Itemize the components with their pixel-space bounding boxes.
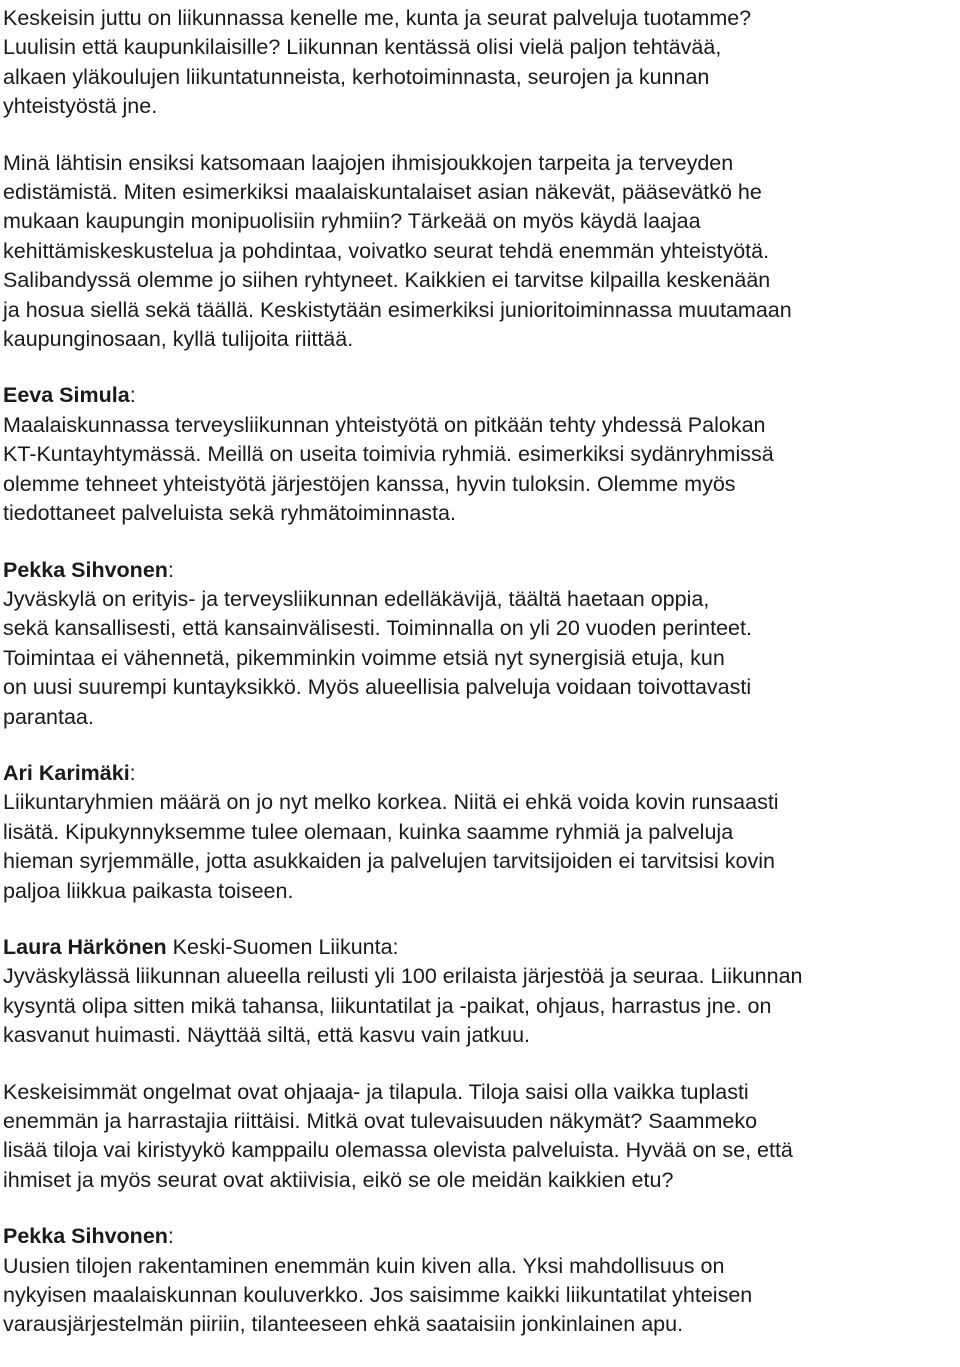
text-line: hieman syrjemmälle, jotta asukkaiden ja palvelujen tarvitsijoiden ei tarvitsisi kovin: [3, 849, 775, 874]
text-line: Salibandyssä olemme jo siihen ryhtyneet. Kaikkien ei tarvitse kilpailla keskenään: [3, 268, 771, 293]
speaker-name: Pekka Sihvonen: [3, 1224, 168, 1249]
speaker-heading: [3, 1222, 953, 1251]
speaker-name: Pekka Sihvonen: [3, 557, 168, 582]
text-line: KT-Kuntayhtymässä. Meillä on useita toimivia ryhmiä. esimerkiksi sydänryhmissä: [3, 442, 774, 467]
document-page: [3, 4, 953, 1367]
speaker-suffix: :: [167, 557, 174, 582]
text-line: lisää tiloja vai kiristyykö kamppailu olemassa olevista palveluista. Hyvää on se, että: [3, 1138, 793, 1163]
text-line: kasvanut huimasti. Näyttää siltä, että kasvu vain jatkuu.: [3, 1023, 531, 1048]
speaker-paragraph: [3, 381, 953, 528]
text-line: ja hosua siellä sekä täällä. Keskistytään esimerkiksi junioritoiminnassa muutamaan: [3, 297, 792, 322]
speaker-heading: [3, 759, 953, 788]
text-line: nykyisen maalaiskunnan kouluverkko. Jos saisimme kaikki liikuntatilat yhteisen: [3, 1283, 753, 1308]
text-line: Luulisin että kaupunkilaisille? Liikunnan kentässä olisi vielä paljon tehtävää,: [3, 35, 722, 60]
text-paragraph: [3, 149, 953, 355]
text-line: kehittämiskeskustelua ja pohdintaa, voivatko seurat tehdä enemmän yhteistyötä.: [3, 238, 770, 263]
text-paragraph: [3, 1078, 953, 1196]
speaker-suffix: :: [129, 383, 136, 408]
speaker-name: Ari Karimäki: [3, 760, 130, 785]
text-line: tiedottaneet palveluista sekä ryhmätoiminnasta.: [3, 501, 456, 526]
speaker-suffix: Keski-Suomen Liikunta:: [166, 934, 399, 959]
text-line: yhteistyöstä jne.: [3, 94, 158, 119]
text-line: Liikuntaryhmien määrä on jo nyt melko korkea. Niitä ei ehkä voida kovin runsaasti: [3, 790, 779, 815]
text-line: parantaa.: [3, 704, 94, 729]
text-line: Jyväskylä on erityis- ja terveysliikunnan edelläkävijä, täältä haetaan oppia,: [3, 586, 710, 611]
speaker-name: Laura Härkönen: [3, 934, 167, 959]
text-line: ihmiset ja myös seurat ovat aktiivisia, eikö se ole meidän kaikkien etu?: [3, 1167, 674, 1192]
text-line: kaupunginosaan, kyllä tulijoita riittää.: [3, 327, 354, 352]
text-line: enemmän ja harrastajia riittäisi. Mitkä ovat tulevaisuuden näkymät? Saammeko: [3, 1109, 758, 1133]
speaker-heading: [3, 933, 953, 962]
speaker-heading: [3, 556, 953, 585]
speaker-paragraph: [3, 556, 953, 732]
text-line: Uusien tilojen rakentaminen enemmän kuin kiven alla. Yksi mahdollisuus on: [3, 1253, 725, 1278]
text-line: lisätä. Kipukynnyksemme tulee olemaan, kuinka saamme ryhmiä ja palveluja: [3, 819, 734, 844]
speaker-paragraph: [3, 933, 953, 1051]
speaker-heading: [3, 381, 953, 410]
text-line: kysyntä olipa sitten mikä tahansa, liikuntatilat ja -paikat, ohjaus, harrastus jne. on: [3, 993, 772, 1018]
text-line: olemme tehneet yhteistyötä järjestöjen kanssa, hyvin tuloksin. Olemme myös: [3, 471, 736, 496]
speaker-name: Eeva Simula: [3, 383, 130, 408]
speaker-suffix: :: [129, 760, 136, 785]
speaker-paragraph: [3, 759, 953, 906]
text-line: Keskeisin juttu on liikunnassa kenelle me, kunta ja seurat palveluja tuotamme?: [3, 6, 752, 30]
text-line: alkaen yläkoulujen liikuntatunneista, kerhotoiminnasta, seurojen ja kunnan: [3, 64, 710, 89]
text-line: Keskeisimmät ongelmat ovat ohjaaja- ja tilapula. Tiloja saisi olla vaikka tuplasti: [3, 1079, 749, 1104]
text-line: on uusi suurempi kuntayksikkö. Myös alueellisia palveluja voidaan toivottavasti: [3, 675, 752, 700]
text-line: Toimintaa ei vähennetä, pikemminkin voimme etsiä nyt synergisiä etuja, kun: [3, 645, 725, 670]
text-line: Minä lähtisin ensiksi katsomaan laajojen ihmisjoukkojen tarpeita ja terveyden: [3, 150, 734, 175]
text-line: sekä kansallisesti, että kansainvälisesti. Toiminnalla on yli 20 vuoden perinteet.: [3, 616, 752, 641]
text-line: paljoa liikkua paikasta toiseen.: [3, 878, 294, 903]
text-paragraph: [3, 4, 953, 122]
speaker-paragraph: [3, 1222, 953, 1340]
speaker-suffix: :: [167, 1224, 174, 1249]
text-line: Jyväskylässä liikunnan alueella reilusti yli 100 erilaista järjestöä ja seuraa. Liikunnan: [3, 964, 803, 989]
text-line: varausjärjestelmän piiriin, tilanteeseen ehkä saataisiin jonkinlainen apu.: [3, 1312, 684, 1337]
text-line: Maalaiskunnassa terveysliikunnan yhteistyötä on pitkään tehty yhdessä Palokan: [3, 412, 766, 437]
text-line: edistämistä. Miten esimerkiksi maalaiskuntalaiset asian näkevät, pääsevätkö he: [3, 180, 762, 205]
text-line: mukaan kaupungin monipuolisiin ryhmiin? Tärkeää on myös käydä laajaa: [3, 209, 701, 234]
